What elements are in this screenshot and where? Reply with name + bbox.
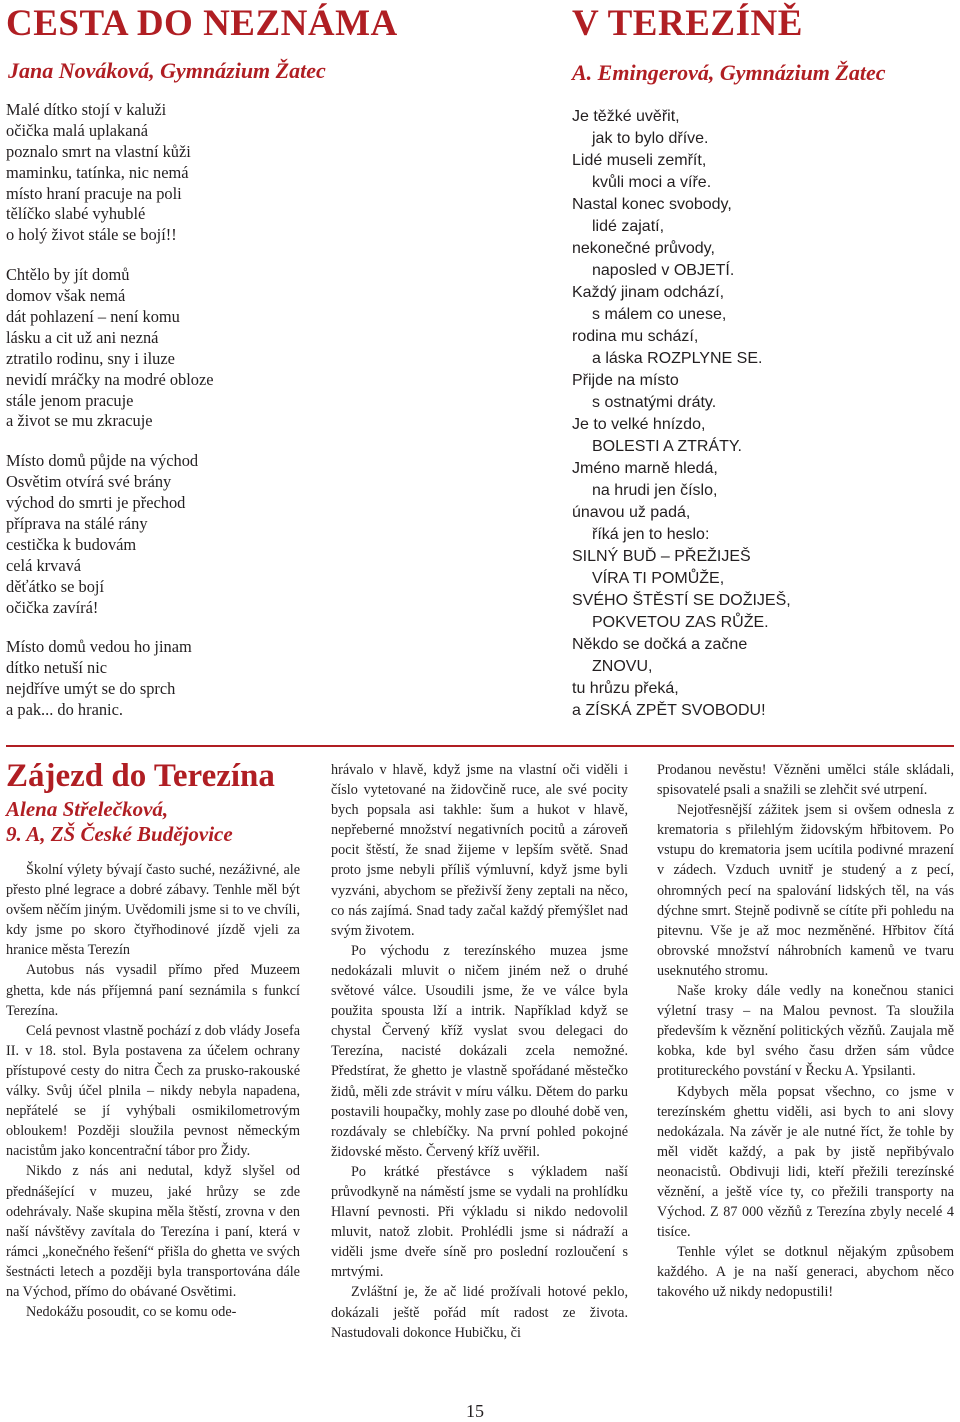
poem2-line: kvůli moci a víře.: [592, 174, 712, 191]
article-paragraph: Kdybych měla popsat všechno, co jsme v terezínském ghettu viděli, asi bych to ani slovy nedokázala. Na závěr je ale nutné říct, že tohle by měl vidět každý, a pak by jistě nepřibývalo neonacistů. Obdivuji lidi, kteří přežili terezínské věznění, a ještě více ty, co přežili transporty na Východ. Z 87 000 vězňů z Terezína zbyly necelé 4 tisíce.: [657, 1083, 954, 1241]
poem1-stanza: [6, 265, 546, 432]
article-paragraph: Naše kroky dále vedly na konečnou stanici výletní trasy – na Malou pevnost. Ta sloužila především k věznění politických vězňů. Zaujala mě kobka, kde byl svého času držen sám vůdce protitureckého povstání v Řecku A. Ypsilanti.: [657, 983, 954, 1080]
poem2-line: Nastal konec svobody,: [572, 196, 732, 213]
article-paragraph: Celá pevnost vlastně pochází z dob vlády Josefa II. v 18. stol. Byla postavena za účelem ochrany přístupové cesty do nitra Čech za prusko-rakouské války. Svůj účel plnila – nikdy nebyla napadena, nepřátelé se jí vyhýbali osmikilometrovým obloukem! Později sloužila pevnost německým nacistům jako koncentrační tábor pro Židy.: [6, 1022, 300, 1160]
poem1-line: dítko netuší nic: [6, 658, 108, 678]
poem2-line: lidé zajatí,: [592, 218, 665, 235]
poem1-line: ztratilo rodinu, sny i iluze: [6, 348, 175, 368]
poem2-line: Je to velké hnízdo,: [572, 416, 706, 433]
poem2-line: VÍRA TI POMŮŽE,: [592, 570, 725, 587]
article-title: Zájezd do Terezína: [6, 758, 275, 794]
article-paragraph: Autobus nás vysadil přímo před Muzeem ghetta, kde nás příjemná paní seznámila s funkcí Terezína.: [6, 962, 300, 1019]
poem2-line: s ostnatými dráty.: [592, 394, 717, 411]
poem1-line: místo hraní pracuje na poli: [6, 183, 182, 203]
poem2-body: [572, 106, 952, 722]
article-paragraph: Po východu z terezínského muzea jsme nedokázali mluvit o ničem jiném než o druhé světové válce. Usoudili jsme, že ve válce byla použita spousta lží a intrik. Například když se chystal Červený kříž vyslat svou delegaci do Terezína, nacisté dokázali zcela nemožné. Předstírat, že ghetto je vlastně spořádané městečko židů, měli zde strávit v míru válku. Dětem do parku postavili houpačky, mohly zase po dlouhé době ven, rozdávaly se chlebíčky. Na první pohled pokojné židovské město. Červený kříž uvěřil.: [331, 942, 628, 1160]
section-divider: [6, 745, 954, 747]
poem1-line: a život se mu zkracuje: [6, 411, 153, 431]
poem1-line: Místo domů vedou ho jinam: [6, 637, 192, 657]
poem1-line: příprava na stálé rány: [6, 514, 148, 534]
poem2-line: POKVETOU ZAS RŮŽE.: [592, 614, 769, 631]
poem2-line: říká jen to heslo:: [592, 526, 710, 543]
poem1-line: lásku a cit už ani nezná: [6, 327, 159, 347]
poem1-line: Osvětim otvírá své brány: [6, 472, 172, 492]
poem1-line: celá krvavá: [6, 555, 82, 575]
poem2-line: a láska ROZPLYNE SE.: [592, 350, 763, 367]
poem2-line: rodina mu schází,: [572, 328, 699, 345]
article-paragraph: Školní výlety bývají často suché, nezáživné, ale přesto plné legrace a dobré zábavy. Tenhle měl být ovšem něčím jiným. Uvědomili jsme si to ve chvíli, kdy jsme po skoro čtyřhodinové jízdě vjeli za hranice města Terezín: [6, 862, 300, 959]
poem1-line: maminku, tatínka, nic nemá: [6, 162, 189, 182]
poem1-line: děťátko se bojí: [6, 576, 105, 596]
article-paragraph: Nejotřesnější zážitek jsem si ovšem odnesla z krematoria s přilehlým židovským hřbitovem. Po vstupu do krematoria jsem ucítila podivné mrazení v zádech. Vzduch uvnitř je studený a z pecí, ohromných pecí na spalování lidských těl, na vás dýchne smrt. Stejně podivně se cítíte při pohledu na pitevnu. Vše je až moc nezměněné. Hřbitov čítá obrovské množství náhrobních kamenů ve tvaru useknutého stromu.: [657, 802, 954, 979]
poem1-line: cestička k budovám: [6, 534, 137, 554]
poem2-line: Přijde na místo: [572, 372, 679, 389]
poem1-line: domov však nemá: [6, 286, 126, 306]
article-author-school: 9. A, ZŠ České Budějovice: [6, 822, 233, 846]
poem2-line: únavou už padá,: [572, 504, 691, 521]
poem2-line: s málem co unese,: [592, 306, 727, 323]
poem2-line: Jméno marně hledá,: [572, 460, 718, 477]
poem1-stanza: [6, 451, 546, 618]
poem2-line: Každý jinam odchází,: [572, 284, 725, 301]
poem1-line: Místo domů půjde na východ: [6, 451, 199, 471]
poem2-line: BOLESTI A ZTRÁTY.: [592, 438, 742, 455]
poem2-line: SILNÝ BUĎ – PŘEŽIJEŠ: [572, 548, 751, 565]
page-number: 15: [466, 1401, 484, 1421]
poem2-line: na hrudi jen číslo,: [592, 482, 718, 499]
poem1-title: CESTA DO NEZNÁMA: [6, 3, 398, 44]
poem1-line: Malé dítko stojí v kaluži: [6, 100, 167, 119]
poem1-line: nejdříve umýt se do sprch: [6, 679, 176, 699]
article-paragraph: hrávalo v hlavě, když jsme na vlastní oči viděli i číslo vytetované na židovčině ruce, ale své pocity bych popsala asi takhle: šum a hukot v hlavě, nepřeberné množství negativních pocitů a zároveň pocit štěstí, že snad žijeme v lepším světě. Snad proto jsme nebyli příliš výmluvní, když jsme byli vyzváni, abychom se přeživší ženy zeptali na něco, co nás zajímá. Snad tady začal každý přemýšlet nad svým životem.: [331, 762, 628, 939]
poem1-body: [6, 100, 546, 740]
poem2-line: a ZÍSKÁ ZPĚT SVOBODU!: [572, 702, 766, 719]
article-column-3: [657, 760, 954, 1303]
poem2-line: Je těžké uvěřit,: [572, 108, 680, 125]
article-paragraph: Po krátké přestávce s výkladem naší průvodkyně na náměstí jsme se vydali na prohlídku Hlavní pevnosti. Při výkladu si nikdo nedovolil mluvit, natož zlobit. Prohlédli jsme si nádraží a viděli jsme dveře síně pro poslední rozloučení s mrtvými.: [331, 1163, 628, 1281]
poem1-stanza: [6, 100, 546, 246]
article-paragraph: Nedokážu posoudit, co se komu ode-: [26, 1304, 237, 1321]
poem1-stanza: [6, 637, 546, 721]
poem1-line: o holý život stále se bojí!!: [6, 225, 177, 245]
poem2-line: SVÉHO ŠTĚSTÍ SE DOŽIJEŠ,: [572, 592, 791, 609]
article-paragraph: Tenhle výlet se dotknul nějakým způsobem každého. A je na naší generaci, abychom něco takového už nikdy nedopustili!: [657, 1244, 954, 1301]
article-paragraph: Prodanou nevěstu! Vězněni umělci stále skládali, spisovatelé psali a snažili se zlehčit své utrpení.: [657, 762, 954, 799]
poem1-line: očička zavírá!: [6, 597, 99, 617]
article-paragraph: Zvláštní je, že ač lidé prožívali hotové peklo, dokázali ještě pořád mít radost ze života. Nastudovali dokonce Hubičku, či: [331, 1284, 628, 1341]
article-author-name: Alena Střelečková,: [6, 797, 169, 821]
poem1-line: dát pohlazení – není komu: [6, 307, 180, 327]
poem2-line: naposled v OBJETÍ.: [592, 262, 735, 279]
poem1-line: očička malá uplakaná: [6, 120, 148, 140]
poem1-line: nevidí mráčky na modré obloze: [6, 369, 214, 389]
article-column-1: [6, 860, 300, 1322]
article-column-2: [331, 760, 628, 1343]
poem2-line: Někdo se dočká a začne: [572, 636, 748, 653]
poem1-line: stále jenom pracuje: [6, 390, 134, 410]
poem2-author: A. Emingerová, Gymnázium Žatec: [572, 60, 886, 85]
poem1-line: poznalo smrt na vlastní kůži: [6, 141, 191, 161]
poem2-title: V TEREZÍNĚ: [572, 3, 803, 44]
poem2-line: Lidé museli zemřít,: [572, 152, 707, 169]
poem1-line: a pak... do hranic.: [6, 700, 123, 720]
poem1-line: východ do smrti je přechod: [6, 493, 186, 513]
article-paragraph: Nikdo z nás ani nedutal, když slyšel od přednášející v muzeu, jaké hrůzy se zde odehrávaly. Naše skupina měla štěstí, zrovna v den naší návštěvy zavítala do Terezína i paní, která v rámci „konečného řešení“ přišla do ghetta ve svých šestnácti letech a později byla transportována dále na Východ, přímo do obávané Osvětimi.: [6, 1163, 300, 1300]
poem1-line: tělíčko slabé vyhublé: [6, 204, 146, 224]
poem2-line: nekonečné průvody,: [572, 240, 715, 257]
poem2-line: tu hrůzu překá,: [572, 680, 679, 697]
poem2-line: jak to bylo dříve.: [592, 130, 709, 147]
poem1-line: Chtělo by jít domů: [6, 265, 130, 285]
poem2-line: ZNOVU,: [592, 658, 653, 675]
poem1-author: Jana Nováková, Gymnázium Žatec: [8, 58, 326, 83]
